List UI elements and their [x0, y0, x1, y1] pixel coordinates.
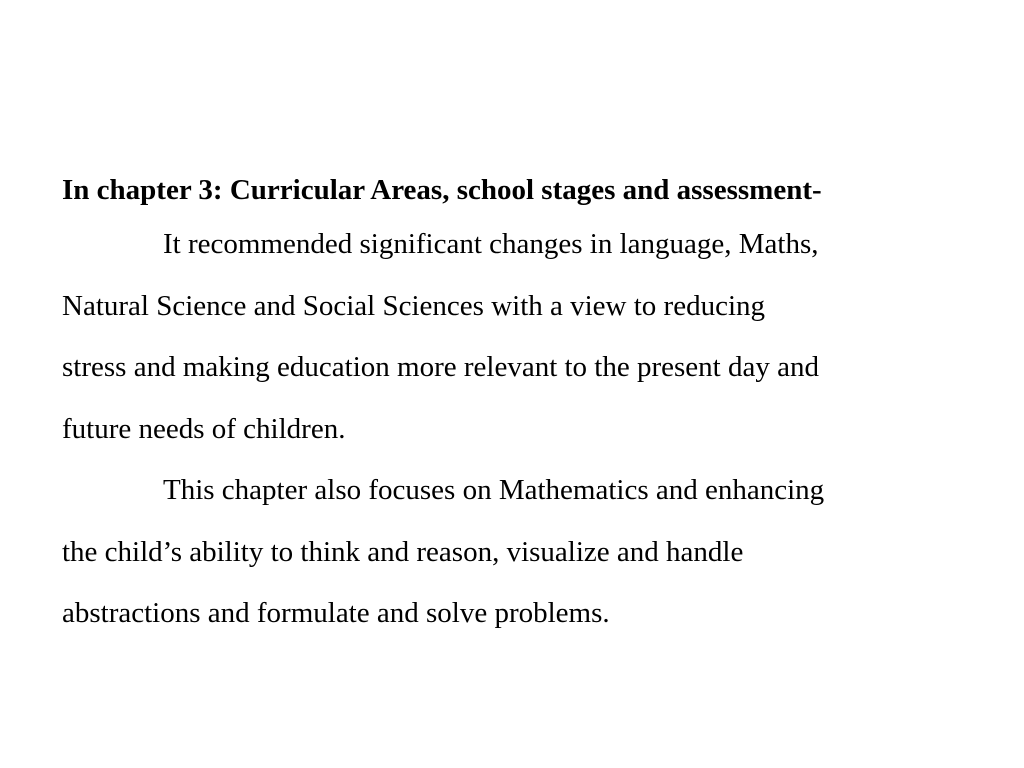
slide-heading: In chapter 3: Curricular Areas, school stages and assessment-	[62, 174, 822, 206]
paragraph-line: future needs of children.	[62, 412, 346, 445]
paragraph-line: This chapter also focuses on Mathematics and enhancing	[163, 474, 825, 506]
paragraph-line: Natural Science and Social Sciences with a view to reducing	[62, 289, 766, 322]
paragraph-line: abstractions and formulate and solve problems.	[62, 597, 610, 629]
paragraph-line: It recommended significant changes in language, Maths,	[163, 228, 819, 260]
paragraph-line: stress and making education more relevant to the present day and	[62, 351, 819, 383]
paragraph-line: the child’s ability to think and reason, visualize and handle	[62, 535, 744, 568]
paragraph-mathematics-focus	[62, 460, 962, 645]
slide-content	[62, 166, 962, 645]
paragraph-recommendations	[62, 214, 962, 460]
